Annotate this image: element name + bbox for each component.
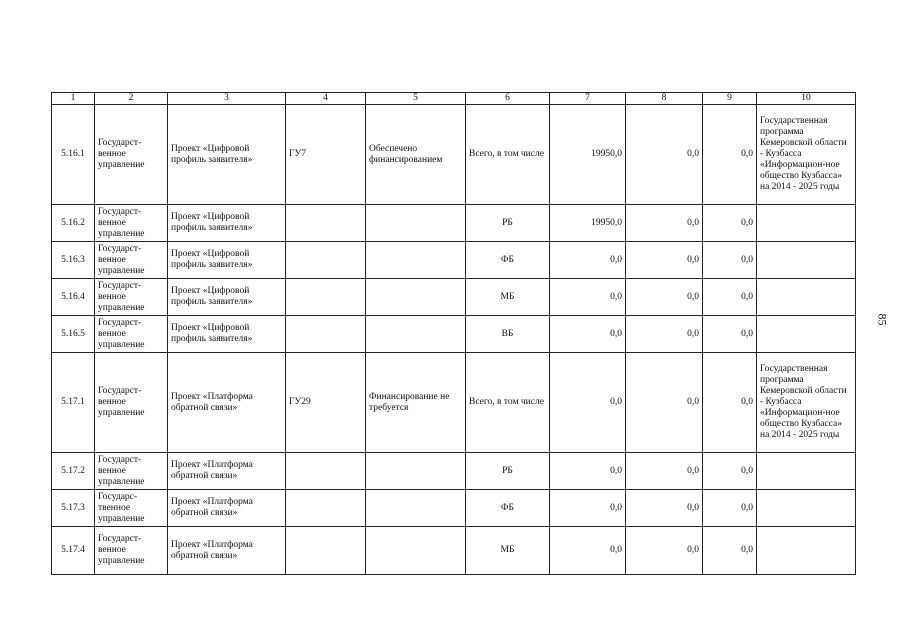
status-cell	[366, 527, 466, 575]
row-number: 5.17.1	[52, 353, 95, 453]
col-header: 1	[52, 93, 95, 105]
col-header: 2	[95, 93, 168, 105]
sector-cell: Государст-венное управление	[95, 105, 168, 205]
row-number: 5.16.2	[52, 205, 95, 242]
row-number: 5.17.4	[52, 527, 95, 575]
table-body	[52, 93, 856, 575]
value-col9: 0,0	[703, 316, 757, 353]
status-cell	[366, 205, 466, 242]
code-cell	[286, 242, 366, 279]
project-cell: Проект «Платформа обратной связи»	[168, 453, 286, 490]
value-col8: 0,0	[626, 242, 703, 279]
status-cell	[366, 453, 466, 490]
program-table	[51, 92, 856, 575]
col-header: 7	[550, 93, 626, 105]
project-cell: Проект «Цифровой профиль заявителя»	[168, 105, 286, 205]
status-cell	[366, 316, 466, 353]
value-col8: 0,0	[626, 205, 703, 242]
value-col7: 19950,0	[550, 205, 626, 242]
row-number: 5.16.1	[52, 105, 95, 205]
project-cell: Проект «Платформа обратной связи»	[168, 527, 286, 575]
code-cell	[286, 205, 366, 242]
page-number: 85	[875, 313, 890, 326]
project-cell: Проект «Платформа обратной связи»	[168, 490, 286, 527]
source-cell: РБ	[466, 453, 550, 490]
status-cell: Обеспечено финансированием	[366, 105, 466, 205]
value-col7: 0,0	[550, 316, 626, 353]
table-row	[52, 316, 856, 353]
header-row	[52, 93, 856, 105]
value-col8: 0,0	[626, 527, 703, 575]
code-cell	[286, 453, 366, 490]
value-col7: 0,0	[550, 353, 626, 453]
table-row	[52, 353, 856, 453]
value-col8: 0,0	[626, 353, 703, 453]
row-number: 5.16.5	[52, 316, 95, 353]
value-col8: 0,0	[626, 490, 703, 527]
program-cell	[757, 242, 856, 279]
value-col7: 0,0	[550, 242, 626, 279]
value-col9: 0,0	[703, 242, 757, 279]
project-cell: Проект «Цифровой профиль заявителя»	[168, 316, 286, 353]
value-col7: 0,0	[550, 453, 626, 490]
program-cell	[757, 205, 856, 242]
value-col9: 0,0	[703, 527, 757, 575]
project-cell: Проект «Цифровой профиль заявителя»	[168, 205, 286, 242]
value-col8: 0,0	[626, 316, 703, 353]
source-cell: МБ	[466, 279, 550, 316]
source-cell: РБ	[466, 205, 550, 242]
code-cell: ГУ29	[286, 353, 366, 453]
value-col9: 0,0	[703, 353, 757, 453]
status-cell	[366, 279, 466, 316]
row-number: 5.17.3	[52, 490, 95, 527]
program-cell	[757, 279, 856, 316]
source-cell: Всего, в том числе	[466, 353, 550, 453]
value-col8: 0,0	[626, 453, 703, 490]
code-cell: ГУ7	[286, 105, 366, 205]
col-header: 10	[757, 93, 856, 105]
status-cell: Финансирование не требуется	[366, 353, 466, 453]
row-number: 5.17.2	[52, 453, 95, 490]
sector-cell: Государст-венное управление	[95, 453, 168, 490]
source-cell: ФБ	[466, 242, 550, 279]
program-cell	[757, 527, 856, 575]
value-col7: 0,0	[550, 279, 626, 316]
source-cell: ВБ	[466, 316, 550, 353]
sector-cell: Государст-венное управление	[95, 316, 168, 353]
value-col9: 0,0	[703, 453, 757, 490]
col-header: 9	[703, 93, 757, 105]
table-row	[52, 105, 856, 205]
table-row	[52, 205, 856, 242]
col-header: 4	[286, 93, 366, 105]
source-cell: ФБ	[466, 490, 550, 527]
project-cell: Проект «Цифровой профиль заявителя»	[168, 242, 286, 279]
source-cell: МБ	[466, 527, 550, 575]
sector-cell: Государст-венное управление	[95, 279, 168, 316]
status-cell	[366, 242, 466, 279]
code-cell	[286, 316, 366, 353]
col-header: 8	[626, 93, 703, 105]
source-cell: Всего, в том числе	[466, 105, 550, 205]
col-header: 3	[168, 93, 286, 105]
value-col8: 0,0	[626, 105, 703, 205]
sector-cell: Государст-венное управление	[95, 242, 168, 279]
sector-cell: Государст-венное управление	[95, 353, 168, 453]
col-header: 6	[466, 93, 550, 105]
project-cell: Проект «Цифровой профиль заявителя»	[168, 279, 286, 316]
sector-cell: Государст-венное управление	[95, 205, 168, 242]
value-col9: 0,0	[703, 490, 757, 527]
program-cell: Государственная программа Кемеровской области - Кузбасса «Информацион-ное общество Кузбасса» на 2014 - 2025 годы	[757, 353, 856, 453]
sector-cell: Государст-венное управление	[95, 527, 168, 575]
status-cell	[366, 490, 466, 527]
value-col9: 0,0	[703, 105, 757, 205]
program-cell: Государственная программа Кемеровской области - Кузбасса «Информацион-ное общество Кузбасса» на 2014 - 2025 годы	[757, 105, 856, 205]
row-number: 5.16.3	[52, 242, 95, 279]
code-cell	[286, 490, 366, 527]
value-col8: 0,0	[626, 279, 703, 316]
table-row	[52, 242, 856, 279]
value-col9: 0,0	[703, 279, 757, 316]
project-cell: Проект «Платформа обратной связи»	[168, 353, 286, 453]
col-header: 5	[366, 93, 466, 105]
value-col7: 0,0	[550, 490, 626, 527]
program-cell	[757, 453, 856, 490]
table-row	[52, 279, 856, 316]
sector-cell: Государс-твенное управление	[95, 490, 168, 527]
program-cell	[757, 490, 856, 527]
code-cell	[286, 527, 366, 575]
table-row	[52, 453, 856, 490]
table-row	[52, 490, 856, 527]
code-cell	[286, 279, 366, 316]
value-col7: 0,0	[550, 527, 626, 575]
program-cell	[757, 316, 856, 353]
value-col9: 0,0	[703, 205, 757, 242]
value-col7: 19950,0	[550, 105, 626, 205]
table-row	[52, 527, 856, 575]
row-number: 5.16.4	[52, 279, 95, 316]
